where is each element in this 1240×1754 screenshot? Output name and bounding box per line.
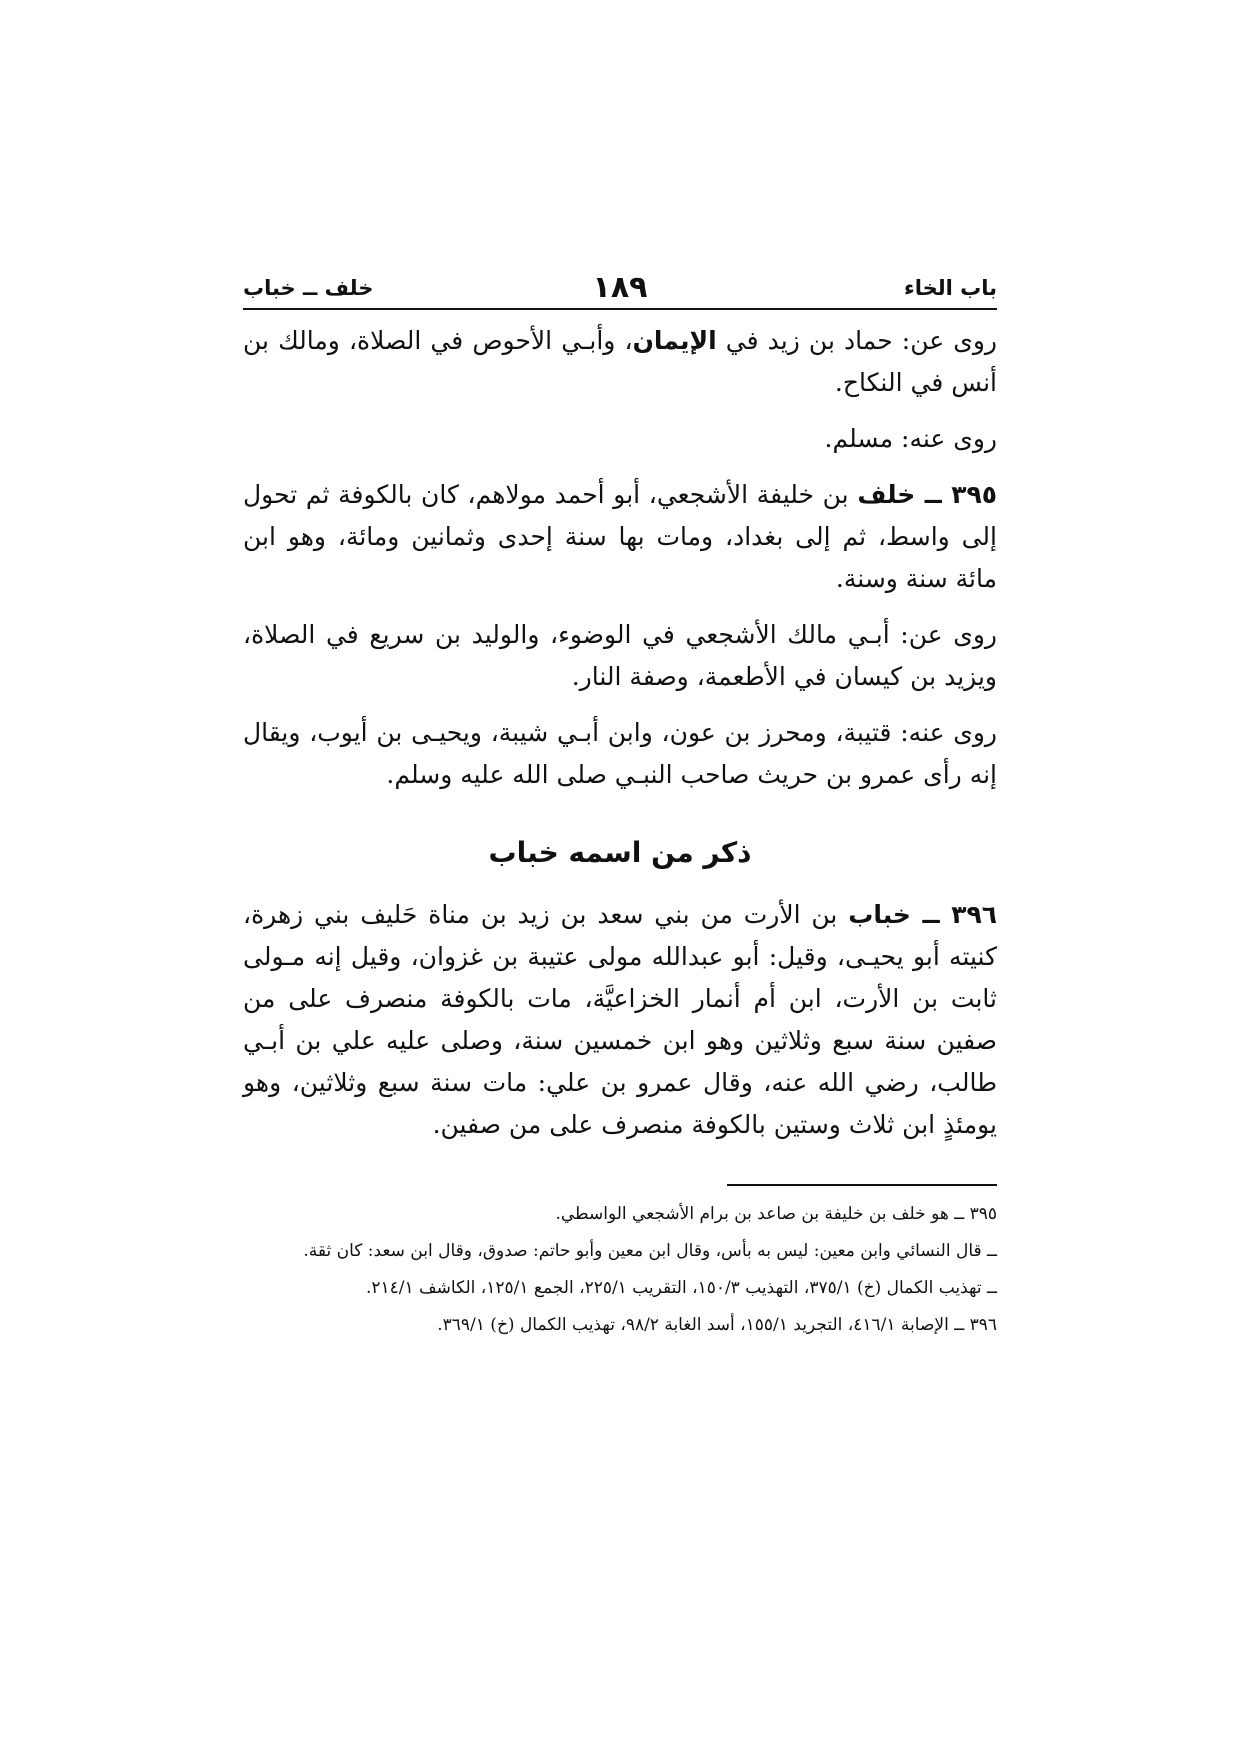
entry-396	[243, 894, 997, 1146]
chapter-title: باب الخاء	[903, 276, 997, 300]
header-rule	[243, 308, 997, 310]
footnote-395: ٣٩٥ ــ هو خلف بن خليفة بن صاعد بن برام الأشجعي الواسطي.	[555, 1204, 997, 1224]
page-number: ١٨٩	[592, 270, 648, 305]
entry-395	[243, 474, 997, 600]
text-run: ، وأبـي الأحوص في الصلاة، ومالك بن أنس في النكاح.	[243, 326, 997, 397]
narrated-from-paragraph	[243, 320, 997, 404]
entry-name: خلف	[857, 480, 916, 509]
entry-text: بن الأرت من بني سعد بن زيد بن مناة حَليف بني زهرة، كنيته أبو يحيـى، وقيل: أبو عبدالله مولى عتيبة بن غزوان، وقيل إنه مـولى ثابت بن الأرت، ابن أم أنمار الخزاعيَّة، مات بالكوفة منصرف على من صفين سنة سبع وثلاثين وهو ابن خمسين سنة، وصلى عليه علي بن أبـي طالب، رضي الله عنه، وقال عمرو بن علي: مات سنة سبع وثلاثين، وهو يومئذٍ ابن ثلاث وستين بالكوفة منصرف على من صفين.	[243, 900, 997, 1139]
entry-number: ٣٩٥ ــ	[915, 480, 998, 509]
bold-term: الإيمان	[632, 326, 717, 355]
page-header	[243, 270, 997, 306]
running-title: خلف ــ خباب	[243, 276, 374, 300]
narrated-by-paragraph: روى عنه: مسلم.	[824, 424, 997, 453]
footnote-395-grading: ــ قال النسائي وابن معين: ليس به بأس، وقال ابن معين وأبو حاتم: صدوق، وقال ابن سعد: كان ثقة.	[303, 1241, 997, 1261]
entry-name: خباب	[848, 900, 911, 929]
main-text	[243, 320, 997, 1146]
narrated-from-paragraph: روى عن: أبـي مالك الأشجعي في الوضوء، والوليد بن سريع في الصلاة، ويزيد بن كيسان في الأطعمة، وصفة النار.	[243, 620, 997, 691]
entry-text: بن خليفة الأشجعي، أبو أحمد مولاهم، كان بالكوفة ثم تحول إلى واسط، ثم إلى بغداد، ومات بها سنة إحدى وثمانين ومائة، وهو ابن مائة سنة وسنة.	[243, 480, 997, 593]
entry-number: ٣٩٦ ــ	[910, 900, 998, 929]
footnote-rule	[727, 1184, 997, 1186]
narrated-by-paragraph: روى عنه: قتيبة، ومحرز بن عون، وابن أبـي شيبة، ويحيـى بن أيوب، ويقال إنه رأى عمرو بن حريث صاحب النبـي صلى الله عليه وسلم.	[243, 718, 997, 789]
book-page	[243, 270, 997, 1346]
footnotes	[243, 1198, 997, 1342]
section-title: ذكر من اسمه خباب	[488, 836, 752, 869]
footnote-396-sources: ٣٩٦ ــ الإصابة ٤١٦/١، التجريد ١٥٥/١، أسد الغابة ٩٨/٢، تهذيب الكمال (خ) ٣٦٩/١.	[437, 1315, 997, 1335]
footnote-395-sources: ــ تهذيب الكمال (خ) ٣٧٥/١، التهذيب ١٥٠/٣، التقريب ٢٢٥/١، الجمع ١٢٥/١، الكاشف ٢١٤/١.	[365, 1278, 997, 1298]
text-run: روى عن: حماد بن زيد في	[716, 326, 998, 355]
